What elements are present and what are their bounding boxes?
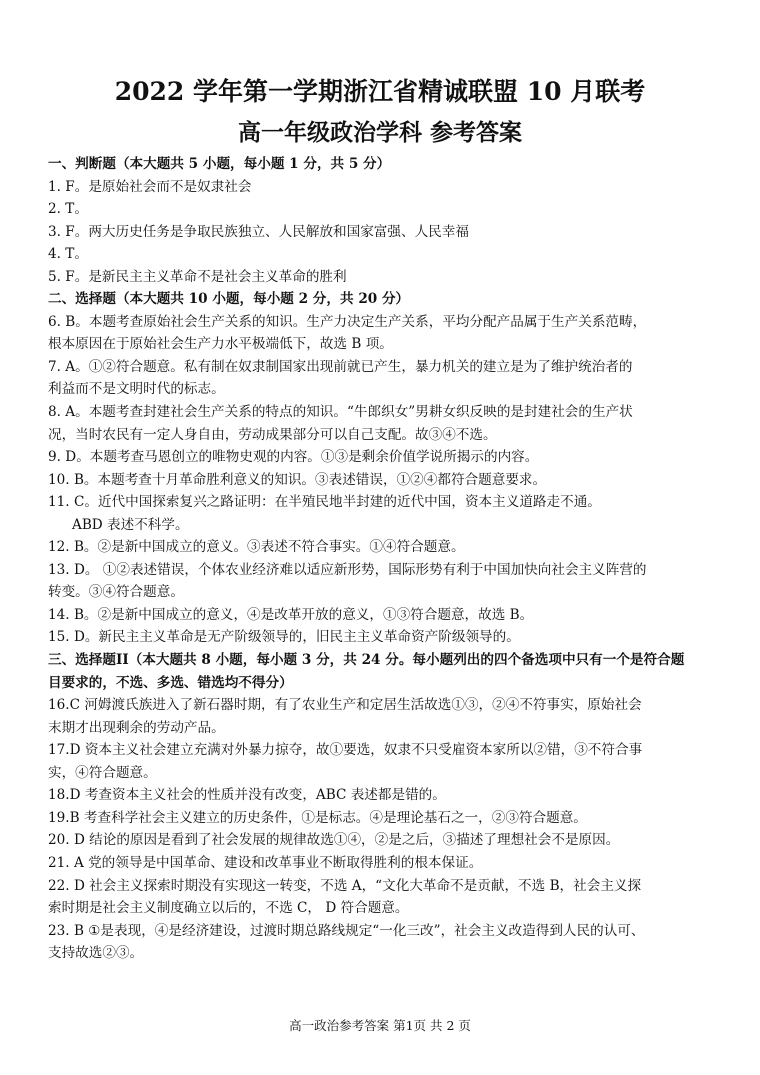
answer-line: 10. B。本题考查十月革命胜利意义的知识。③表述错误，①②④都符合题意要求。 — [48, 471, 547, 488]
section-heading: 目要求的，不选、多选、错选均不得分） — [48, 674, 293, 691]
answer-line: 12. B。②是新中国成立的意义。③表述不符合事实。①④符合题意。 — [48, 539, 465, 556]
answer-line: 16.C 河姆渡氏族进入了新石器时期，有了农业生产和定居生活故选①③，②④不符事实，原始社会 — [48, 697, 642, 714]
answer-line: 9. D。本题考查马恩创立的唯物史观的内容。①③是剩余价值学说所揭示的内容。 — [48, 449, 539, 466]
answer-line: 18.D 考查资本主义社会的性质并没有改变，ABC 表述都是错的。 — [48, 787, 446, 804]
page-footer: 高一政治参考答案 第1页 共 2 页 — [289, 1018, 471, 1033]
section-heading: 二、选择题（本大题共 10 小题，每小题 2 分，共 20 分） — [48, 291, 410, 308]
answer-line: 14. B。②是新中国成立的意义，④是改革开放的意义，①③符合题意，故选 B。 — [48, 606, 534, 623]
answer-line: 21. A 党的领导是中国革命、建设和改革事业不断取得胜利的根本保证。 — [48, 854, 483, 871]
document-title: 2022 学年第一学期浙江省精诚联盟 10 月联考 — [114, 77, 646, 106]
answer-line: 实，④符合题意。 — [48, 764, 157, 781]
answer-line: 2. T。 — [48, 201, 88, 218]
answer-line: 11. C。近代中国探索复兴之路证明：在半殖民地半封建的近代中国，资本主义道路走不通。 — [48, 494, 601, 511]
answer-line: 20. D 结论的原因是看到了社会发展的规律故选①④，②是之后，③描述了理想社会不是原因。 — [48, 832, 620, 849]
answer-line: 索时期是社会主义制度确立以后的，不选 C， D 符合题意。 — [48, 900, 409, 917]
answer-line: 23. B ①是表现，④是经济建设，过渡时期总路线规定“一化三改”，社会主义改造得到人民的认可、 — [48, 922, 645, 939]
answer-line: 根本原因在于原始社会生产力水平极端低下，故选 B 项。 — [48, 336, 393, 353]
answer-line: 况，当时农民有一定人身自由，劳动成果部分可以自己支配。故③④不选。 — [48, 426, 497, 443]
answer-body — [48, 153, 718, 965]
answer-line: 13. D。 ①②表述错误，个体农业经济难以适应新形势，国际形势有利于中国加快向社会主义阵营的 — [48, 561, 647, 578]
section-heading: 三、选择题II（本大题共 8 小题，每小题 3 分，共 24 分。每小题列出的四个备选项中只有一个是符合题 — [48, 652, 685, 669]
answer-line: 17.D 资本主义社会建立充满对外暴力掠夺，故①要选，奴隶不只受雇资本家所以②错，③不符合事 — [48, 742, 643, 759]
answer-line: 7. A。①②符合题意。私有制在奴隶制国家出现前就已产生，暴力机关的建立是为了维护统治者的 — [48, 358, 633, 375]
document-subtitle: 高一年级政治学科 参考答案 — [237, 119, 522, 146]
section-heading: 一、判断题（本大题共 5 小题，每小题 1 分，共 5 分） — [48, 156, 391, 172]
answer-line: 1. F。是原始社会而不是奴隶社会 — [48, 178, 252, 195]
answer-line: 15. D。新民主主义革命是无产阶级领导的，旧民主主义革命资产阶级领导的。 — [48, 629, 520, 646]
answer-line: 末期才出现剩余的劳动产品。 — [48, 719, 225, 736]
answer-line: ABD 表述不科学。 — [72, 516, 189, 533]
answer-line: 22. D 社会主义探索时期没有实现这一转变，不选 A，“文化大革命不是贡献，不选 B，社会主义探 — [48, 877, 642, 894]
answer-line: 支持故选②③。 — [48, 945, 144, 962]
answer-line: 转变。③④符合题意。 — [48, 584, 184, 601]
answer-line: 4. T。 — [48, 246, 88, 263]
answer-line: 5. F。是新民主主义革命不是社会主义革命的胜利 — [48, 268, 347, 285]
answer-line: 19.B 考查科学社会主义建立的历史条件，①是标志。④是理论基石之一，②③符合题意。 — [48, 809, 587, 826]
answer-line: 利益而不是文明时代的标志。 — [48, 381, 225, 398]
answer-line: 6. B。本题考查原始社会生产关系的知识。生产力决定生产关系，平均分配产品属于生产关系范畴， — [48, 313, 647, 330]
answer-line: 8. A。本题考查封建社会生产关系的特点的知识。“牛郎织女”男耕女织反映的是封建社会的生产状 — [48, 404, 633, 421]
answer-line: 3. F。两大历史任务是争取民族独立、人民解放和国家富强、人民幸福 — [48, 223, 469, 240]
